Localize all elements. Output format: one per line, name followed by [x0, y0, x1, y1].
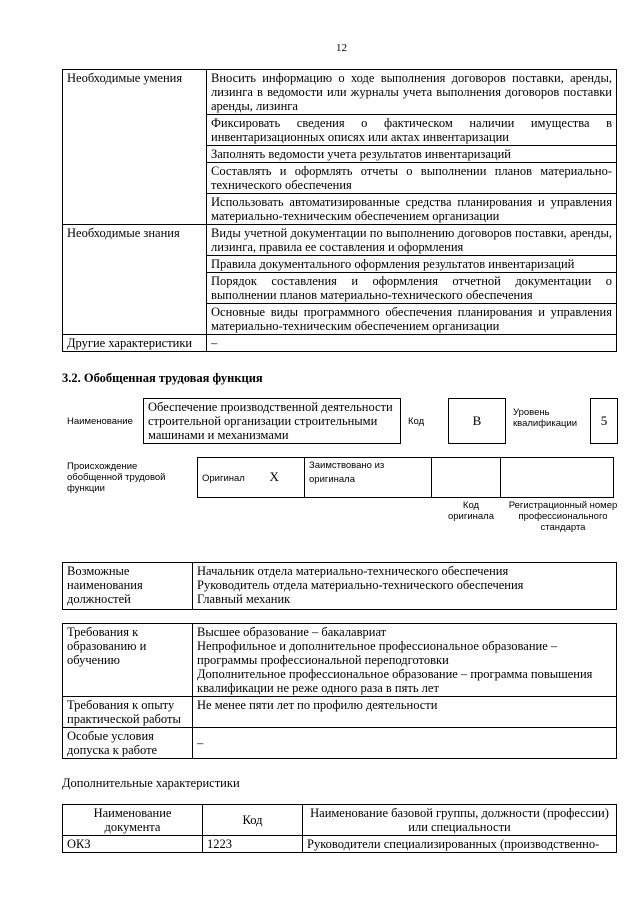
positions-values	[193, 563, 617, 610]
skills-knowledge-table	[62, 69, 617, 352]
skill-item: Вносить информацию о ходе выполнения договоров поставки, аренды, лизинга в ведомости или журналы учета выполнения договоров поставки аренды, лизинга	[207, 70, 617, 115]
origin-table	[197, 457, 614, 498]
table-cell: 1223	[203, 836, 303, 853]
name-label: Наименование	[67, 416, 133, 427]
level-value: 5	[600, 413, 608, 428]
experience-value: Не менее пяти лет по профилю деятельности	[193, 697, 617, 728]
other-label: Другие характеристики	[63, 335, 207, 352]
position-item: Главный механик	[197, 592, 291, 606]
header-document: Наименование документа	[63, 805, 203, 836]
knowledge-item: Правила документального оформления результатов инвентаризаций	[207, 256, 617, 273]
origin-code-cell	[432, 458, 501, 498]
page-number: 12	[336, 42, 347, 54]
origin-reg-cell	[501, 458, 614, 498]
skill-item: Заполнять ведомости учета результатов инвентаризаций	[207, 146, 617, 163]
section-title: 3.2. Обобщенная трудовая функция	[62, 371, 263, 385]
special-value: –	[193, 728, 617, 759]
other-value: –	[207, 335, 617, 352]
education-item: Дополнительное профессиональное образование – программа повышения квалификации не реже одного раза в пять лет	[197, 667, 593, 695]
positions-table	[62, 562, 617, 610]
education-item: Высшее образование – бакалавриат	[197, 625, 387, 639]
function-name-box	[143, 398, 401, 444]
positions-label: Возможные наименования должностей	[63, 563, 193, 610]
original-label: Оригинал	[202, 472, 245, 484]
position-item: Начальник отдела материально-технического обеспечения	[197, 564, 509, 578]
skill-item: Фиксировать сведения о фактическом наличии имущества в инвентаризационных описях или актах инвентаризации	[207, 115, 617, 146]
special-label: Особые условия допуска к работе	[63, 728, 193, 759]
original-cell	[198, 458, 305, 498]
skill-item: Составлять и оформлять отчеты о выполнении планов материально-технического обеспечения	[207, 163, 617, 194]
header-group: Наименование базовой группы, должности (профессии) или специальности	[303, 805, 617, 836]
skills-label: Необходимые умения	[63, 70, 207, 225]
education-item: Непрофильное и дополнительное профессиональное образование – программы профессиональной переподготовки	[197, 639, 558, 667]
knowledge-item: Виды учетной документации по выполнению договоров поставки, аренды, лизинга, правила ее составления и оформления	[207, 225, 617, 256]
experience-label: Требования к опыту практической работы	[63, 697, 193, 728]
position-item: Руководитель отдела материально-технического обеспечения	[197, 578, 524, 592]
table-cell: ОКЗ	[63, 836, 203, 853]
code-box	[448, 398, 506, 444]
knowledge-item: Порядок составления и оформления отчетной документации о выполнении планов материально-технического обеспечения	[207, 273, 617, 304]
reg-caption: Регистрационный номер профессионального стандарта	[508, 500, 618, 533]
requirements-table	[62, 623, 617, 759]
education-values	[193, 624, 617, 697]
origin-label: Происхождение обобщенной трудовой функции	[67, 461, 166, 494]
function-name-value: Обеспечение производственной деятельности строительной организации строительными машинами и механизмами	[148, 400, 393, 442]
header-code: Код	[203, 805, 303, 836]
level-label: Уровень квалификации	[513, 407, 578, 429]
education-label: Требования к образованию и обучению	[63, 624, 193, 697]
additional-title: Дополнительные характеристики	[62, 776, 240, 790]
code-caption: Код оригинала	[447, 500, 494, 522]
knowledge-item: Основные виды программного обеспечения планирования и управления материально-техническим обеспечением организации	[207, 304, 617, 335]
knowledge-label: Необходимые знания	[63, 225, 207, 335]
skill-item: Использовать автоматизированные средства планирования и управления материально-техническим обеспечением организации	[207, 194, 617, 225]
level-box	[590, 398, 618, 444]
borrowed-cell	[305, 458, 432, 498]
table-cell: Руководители специализированных (производственно-	[303, 836, 617, 853]
code-value: В	[472, 413, 482, 428]
borrowed-label: Заимствовано из оригинала	[309, 460, 385, 485]
additional-table	[62, 804, 617, 853]
code-label: Код	[408, 416, 425, 427]
original-mark: X	[269, 468, 279, 484]
